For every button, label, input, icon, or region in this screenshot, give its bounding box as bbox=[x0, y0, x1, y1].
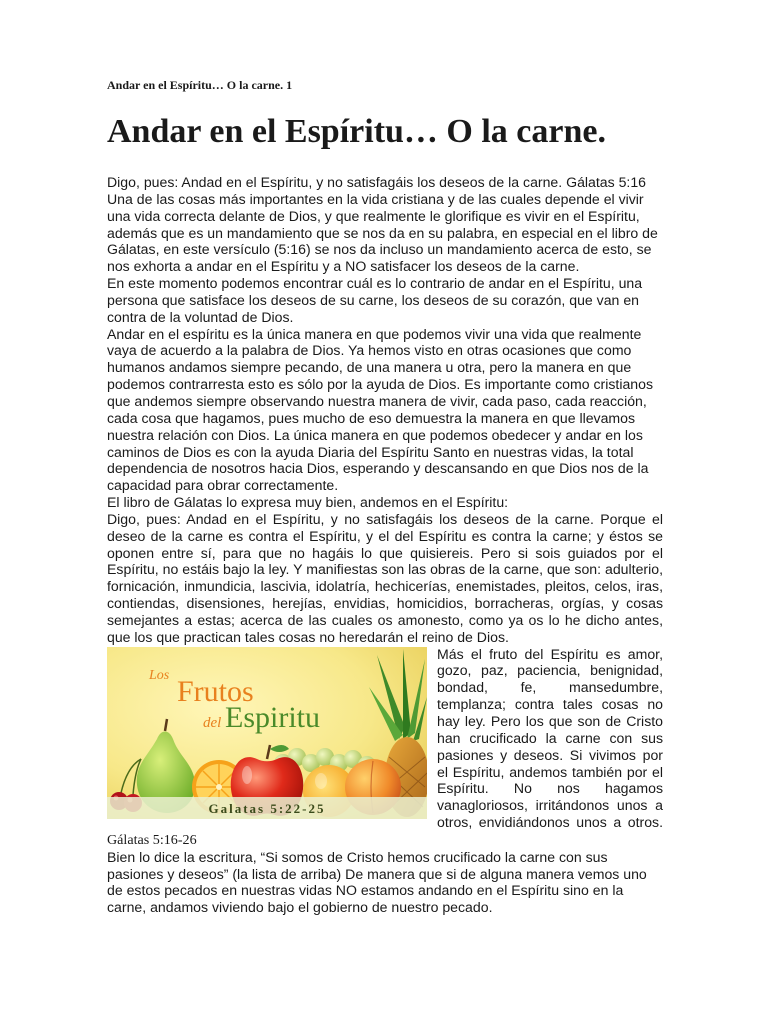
figure-line-frutos: Frutos bbox=[177, 674, 254, 708]
paragraph-galatians-intro: El libro de Gálatas lo expresa muy bien, andemos en el Espíritu: bbox=[107, 494, 509, 511]
paragraph-galatians-quote: Digo, pues: Andad en el Espíritu, y no satisfagáis los deseos de la carne. Porque el deseo de la carne es contra el Espíritu, y el del Espíritu es contra la carne; y éstos se oponen entre sí, para que no hagáis lo que quisiereis. Pero si sois guiados por el Espíritu, no estáis bajo la ley. Y manifiestas son las obras de la carne, que son: adulterio, fornicación, inmundicia, lascivia, idolatría, hechicerías, enemistades, pleitos, celos, iras, contiendas, disensiones, herejías, envidias, homicidios, borracheras, orgías, y cosas semejantes a estas; acerca de las cuales os amonesto, como ya os lo he dicho antes, que los que practican tales cosas no heredarán el reino de Dios. bbox=[107, 510, 663, 645]
running-header: Andar en el Espíritu… O la carne. 1 bbox=[107, 78, 293, 92]
galatians-reference: Gálatas 5:16-26 bbox=[107, 831, 197, 848]
figure-line-los: Los bbox=[149, 667, 170, 683]
paragraph-verse: Digo, pues: Andad en el Espíritu, y no satisfagáis los deseos de la carne. Gálatas 5:16 bbox=[107, 174, 647, 190]
figure-line-del: del bbox=[203, 714, 222, 731]
figure-reference: Galatas 5:22-25 bbox=[208, 800, 326, 816]
paragraph-intro: Una de las cosas más importantes en la vida cristiana y de las cuales depende el vivir una vida correcta delante de Dios, y que realmente le glorifique es vivir en el Espíritu, además que es un mandamiento que se nos da en su palabra, en especial en el libro de Gálatas, en este versículo (5:16) se nos da incluso un mandamiento acerca de esto, se nos exhorta a andar en el Espíritu y a NO satisfacer los deseos de la carne. bbox=[107, 190, 658, 275]
page-title: Andar en el Espíritu… O la carne. bbox=[107, 113, 606, 150]
paragraph-conclusion: Bien lo dice la escritura, “Si somos de Cristo hemos crucificado la carne con sus pasiones y deseos” (la lista de arriba) De manera que si de alguna manera vemos uno de estos pecados en nuestras vidas NO estamos andando en el Espíritu sino en la carne, andamos viviendo bajo el gobierno de nuestro pecado. bbox=[107, 848, 647, 916]
figure-line-espiritu: Espiritu bbox=[225, 700, 320, 734]
paragraph-walk-in-spirit: Andar en el espíritu es la única manera en que podemos vivir una vida que realmente vaya de acuerdo a la palabra de Dios. Ya hemos visto en otras ocasiones que como humanos andamos siempre pecando, de una manera u otra, pero la manera en que podemos contrarresta esto es sólo por la ayuda de Dios. Es importante como cristianos que andemos siempre observando nuestra manera de vivir, cada paso, cada reacción, cada cosa que hagamos, pues mucho de eso demuestra la manera en que llevamos nuestra relación con Dios. La única manera en que podemos obedecer y andar en los caminos de Dios es con la ayuda Diaria del Espíritu Santo en nuestras vidas, la total dependencia de nosotros hacia Dios, esperando y descansando en que Dios nos de la capacidad para obrar correctamente. bbox=[107, 325, 654, 494]
fruits-of-spirit-image bbox=[107, 647, 427, 819]
paragraph-contrary: En este momento podemos encontrar cuál es lo contrario de andar en el Espíritu, una persona que satisface los deseos de su carne, los deseos de su corazón, que van en contra de la voluntad de Dios. bbox=[107, 275, 643, 325]
fruit-of-spirit-text: Más el fruto del Espíritu es amor, gozo, paz, paciencia, benignidad, bondad, fe, mansedumbre, templanza; contra tales cosas no hay ley. Pero los que son de Cristo han crucificado la carne con sus pasiones y deseos. Si vivimos por el Espíritu, andemos también por el Espíritu. No nos hagamos vanagloriosos, irritándonos unos a otros, envidiándonos unos a otros. bbox=[437, 645, 663, 831]
fruits-illustration bbox=[107, 647, 427, 819]
document-body bbox=[107, 174, 663, 916]
